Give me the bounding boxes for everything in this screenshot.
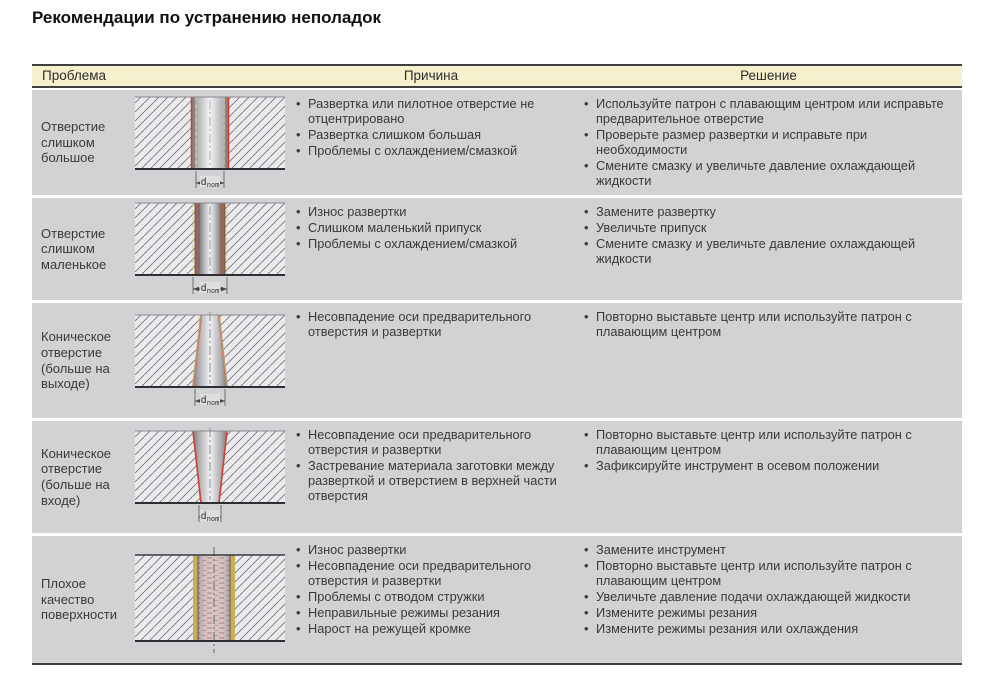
causes-list	[295, 97, 571, 159]
solutions-cell	[575, 198, 962, 300]
causes-list	[295, 543, 571, 637]
causes-cell	[287, 536, 575, 663]
bullet-item: • Проблемы с отводом стружки	[295, 590, 571, 605]
bullet-item: • Измените режимы резания или охлаждения	[583, 622, 958, 637]
solutions-list	[583, 428, 958, 474]
tapered-entry-diagram	[135, 428, 285, 526]
table-row-hole-too-big	[32, 90, 962, 195]
causes-list	[295, 428, 571, 504]
bullet-item: • Используйте патрон с плавающим центром или исправьте предварительное отверстие	[583, 97, 958, 127]
problem-label: Отверстие слишком маленькое	[41, 225, 107, 272]
table-header-row	[32, 64, 962, 88]
causes-cell	[287, 198, 575, 300]
poor-surface-diagram	[135, 547, 285, 653]
hole-too-small-diagram	[135, 200, 285, 298]
diagram-cell	[132, 303, 287, 418]
bullet-item: • Замените развертку	[583, 205, 958, 220]
solutions-list	[583, 310, 958, 340]
problem-label: Плохое качество поверхности	[41, 576, 117, 623]
bullet-item: • Несовпадение оси предварительного отверстия и развертки	[295, 310, 571, 340]
hole-too-big-diagram	[135, 94, 285, 192]
bullet-item: • Смените смазку и увеличьте давление охлаждающей жидкости	[583, 237, 958, 267]
table-row-tapered-exit	[32, 303, 962, 418]
solutions-cell	[575, 536, 962, 663]
problem-label: Коническое отверстие (больше на входе)	[41, 445, 112, 508]
problem-label: Отверстие слишком большое	[41, 119, 106, 166]
dimension-label: $d_{nom}$	[200, 283, 219, 295]
solutions-cell	[575, 421, 962, 533]
solutions-cell	[575, 90, 962, 195]
solutions-list	[583, 543, 958, 637]
page-title: Рекомендации по устранению неполадок	[32, 8, 382, 27]
bullet-item: • Износ развертки	[295, 543, 571, 558]
bullet-item: • Замените инструмент	[583, 543, 958, 558]
dimension-label: $d_{nom}$	[200, 511, 219, 523]
header-cause: Причина	[403, 68, 459, 83]
table-row-poor-surface	[32, 536, 962, 665]
bullet-item: • Увеличьте припуск	[583, 221, 958, 236]
bullet-item: • Нарост на режущей кромке	[295, 622, 571, 637]
bullet-item: • Слишком маленький припуск	[295, 221, 571, 236]
bullet-item: • Повторно выставьте центр или используйте патрон с плавающим центром	[583, 559, 958, 589]
dimension-label: $d_{nom}$	[200, 176, 219, 189]
solutions-list	[583, 205, 958, 267]
causes-cell	[287, 421, 575, 533]
bullet-item: • Несовпадение оси предварительного отверстия и развертки	[295, 559, 571, 589]
bullet-item: • Повторно выставьте центр или используйте патрон с плавающим центром	[583, 310, 958, 340]
causes-cell	[287, 303, 575, 418]
troubleshooting-table	[32, 64, 962, 665]
diagram-cell	[132, 90, 287, 195]
causes-cell	[287, 90, 575, 195]
table-row-tapered-entry	[32, 421, 962, 533]
bullet-item: • Увеличьте давление подачи охлаждающей жидкости	[583, 590, 958, 605]
diagram-cell	[132, 421, 287, 533]
table-row-hole-too-small	[32, 198, 962, 300]
causes-list	[295, 310, 571, 340]
bullet-item: • Неправильные режимы резания	[295, 606, 571, 621]
problem-label: Коническое отверстие (больше на выходе)	[41, 329, 112, 392]
solutions-list	[583, 97, 958, 189]
bullet-item: • Несовпадение оси предварительного отверстия и развертки	[295, 428, 571, 458]
header-problem: Проблема	[42, 68, 107, 83]
bullet-item: • Измените режимы резания	[583, 606, 958, 621]
header-solution: Решение	[740, 68, 797, 83]
bullet-item: • Проблемы с охлаждением/смазкой	[295, 237, 571, 252]
solutions-cell	[575, 303, 962, 418]
bullet-item: • Зафиксируйте инструмент в осевом положении	[583, 459, 958, 474]
bullet-item: • Износ развертки	[295, 205, 571, 220]
dimension-label: $d_{nom}$	[200, 394, 219, 407]
bullet-item: • Проблемы с охлаждением/смазкой	[295, 144, 571, 159]
bullet-item: • Застревание материала заготовки между разверткой и отверстием в верхней части отверстия	[295, 459, 571, 504]
tapered-exit-diagram	[135, 312, 285, 410]
diagram-cell	[132, 536, 287, 663]
bullet-item: • Повторно выставьте центр или используйте патрон с плавающим центром	[583, 428, 958, 458]
bullet-item: • Смените смазку и увеличьте давление охлаждающей жидкости	[583, 159, 958, 189]
diagram-cell	[132, 198, 287, 300]
causes-list	[295, 205, 571, 252]
bullet-item: • Развертка или пилотное отверстие не отцентрировано	[295, 97, 571, 127]
bullet-item: • Развертка слишком большая	[295, 128, 571, 143]
bullet-item: • Проверьте размер развертки и исправьте при необходимости	[583, 128, 958, 158]
